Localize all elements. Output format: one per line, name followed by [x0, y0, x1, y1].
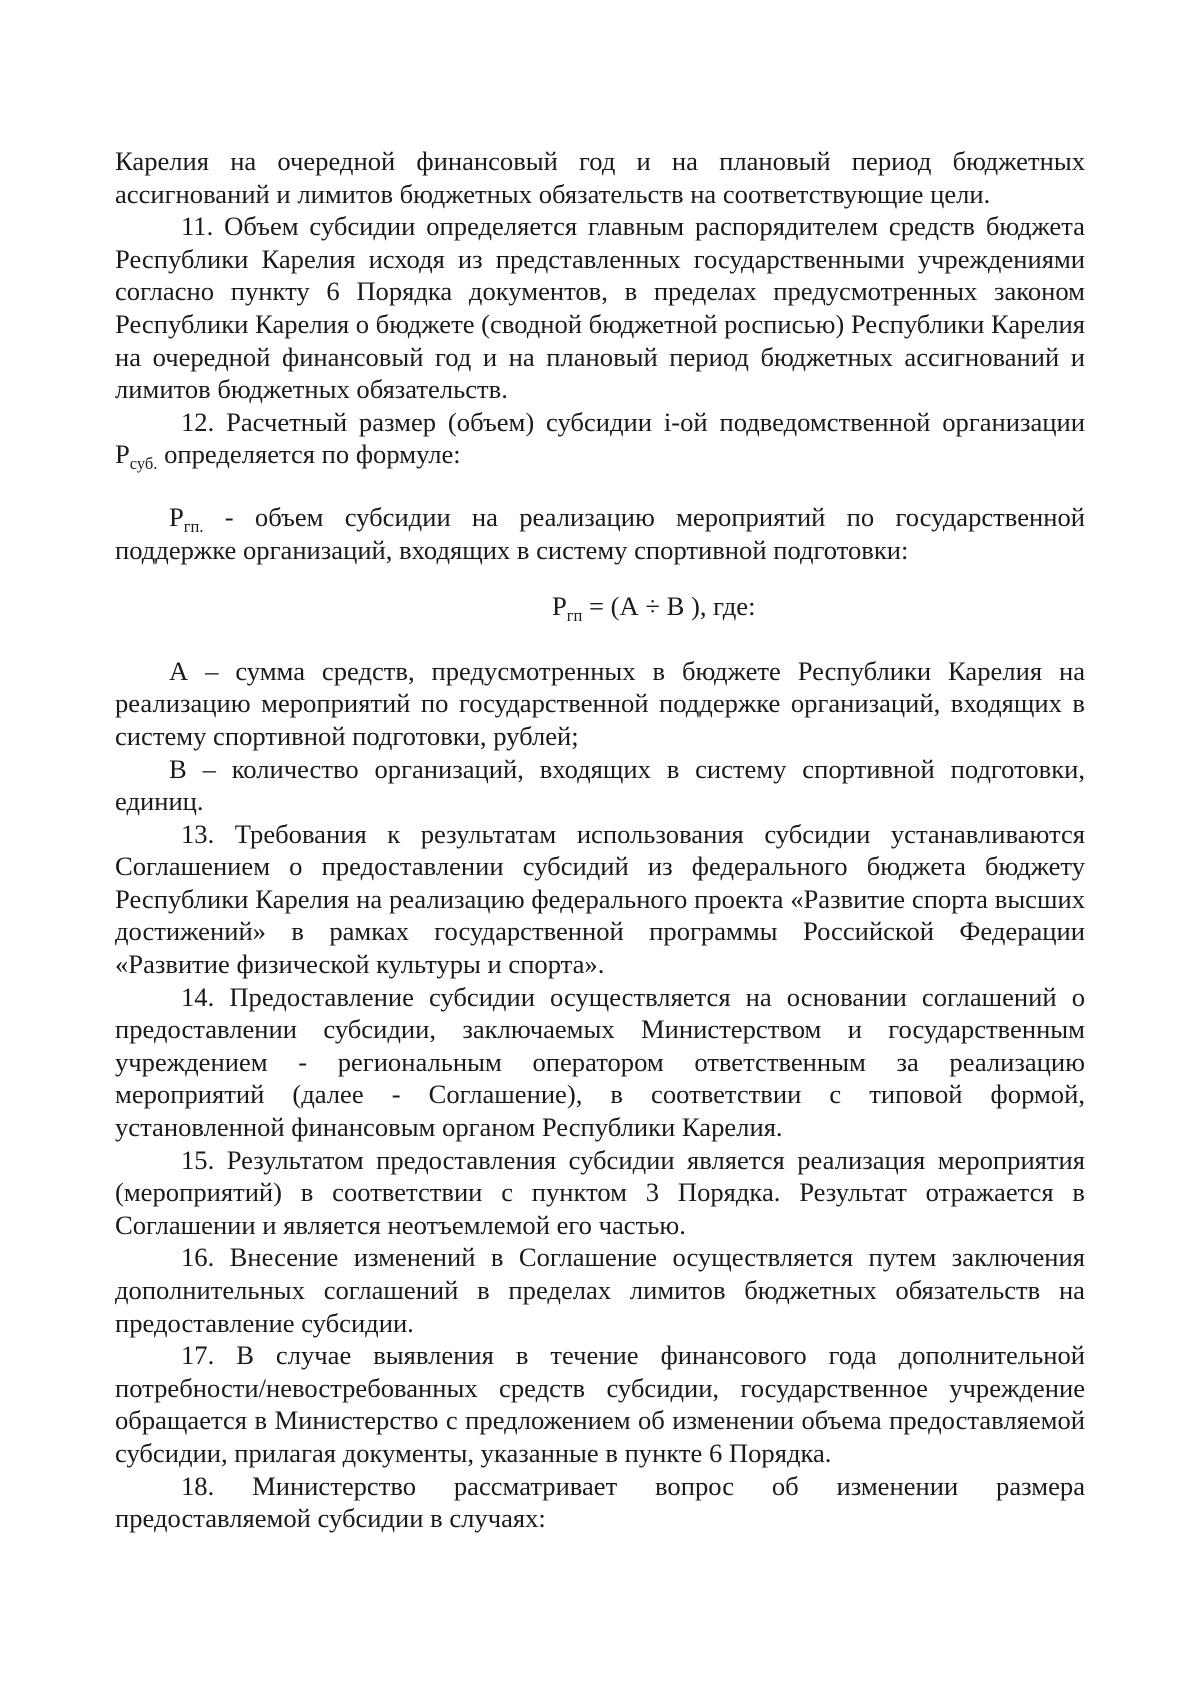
- paragraph-11: 11. Объем субсидии определяется главным распорядителем средств бюджета Республики Карелия исходя из представленных государственными учреждениями согласно пункту 6 Порядка документов, в пределах предусмотренных законом Республики Карелия о бюджете (сводной бюджетной росписью) Республики Карелия на очередной финансовый год и на плановый период бюджетных ассигнований и лимитов бюджетных обязательств.: [115, 211, 1086, 405]
- formula-expression: = (А ÷ В ), где:: [582, 591, 756, 622]
- paragraph-p-gp-definition: [115, 501, 1085, 566]
- symbol-p-sub: $Р_{суб.}$: [115, 439, 158, 474]
- paragraph-12: [115, 406, 1085, 474]
- paragraph-14: 14. Предоставление субсидии осуществляется на основании соглашений о предоставлении субсидии, заключаемых Министерством и государственным учреждением - региональным оператором ответственным за реализацию мероприятий (далее - Соглашение), в соответствии с типовой формой, установленной финансовым органом Республики Карелия.: [115, 981, 1085, 1143]
- paragraph-17: 17. В случае выявления в течение финансового года дополнительной потребности/невостребованных средств субсидии, государственное учреждение обращается в Министерство с предложением об изменении объема предоставляемой субсидии, прилагая документы, указанные в пункте 6 Порядка.: [115, 1340, 1085, 1468]
- paragraph-15: 15. Результатом предоставления субсидии является реализация мероприятия (мероприятий) в соответствии с пунктом 3 Порядка. Результат отражается в Соглашении и является неотъемлемой его частью.: [115, 1144, 1085, 1240]
- paragraph-continuation: Карелия на очередной финансовый год и на плановый период бюджетных ассигнований и лимитов бюджетных обязательств на соответствующие цели.: [115, 146, 1085, 209]
- paragraph-12-text-b: определяется по формуле:: [157, 439, 461, 470]
- paragraph-12-text-a: 12. Расчетный размер (объем) субсидии i-ой подведомственной организации: [181, 406, 1085, 437]
- p-gp-definition-text: - объем субсидии на реализацию мероприятий по государственной поддержке организаций, входящих в систему спортивной подготовки:: [115, 501, 1085, 565]
- paragraph-b-definition: В – количество организаций, входящих в систему спортивной подготовки, единиц.: [115, 753, 1085, 817]
- paragraph-13: 13. Требования к результатам использования субсидии устанавливаются Соглашением о предоставлении субсидий из федерального бюджета бюджету Республики Карелия на реализацию федерального проекта «Развитие спорта высших достижений» в рамках государственной программы Российской Федерации «Развитие физической культуры и спорта».: [115, 818, 1085, 980]
- spacer: [115, 471, 1085, 501]
- formula: [115, 590, 1085, 623]
- paragraph-18: 18. Министерство рассматривает вопрос об изменении размера предоставляемой субсидии в случаях:: [115, 1470, 1085, 1534]
- formula-symbol: $Р_{гп}$: [552, 591, 583, 625]
- document-page: [115, 145, 1085, 1535]
- paragraph-a-definition: А – сумма средств, предусмотренных в бюджете Республики Карелия на реализацию мероприятий по государственной поддержке организаций, входящих в систему спортивной подготовки, рублей;: [115, 655, 1085, 751]
- symbol-p-gp: $Р_{гп.}$: [169, 501, 204, 536]
- paragraph-16: 16. Внесение изменений в Соглашение осуществляется путем заключения дополнительных соглашений в пределах лимитов бюджетных обязательств на предоставление субсидии.: [115, 1242, 1085, 1338]
